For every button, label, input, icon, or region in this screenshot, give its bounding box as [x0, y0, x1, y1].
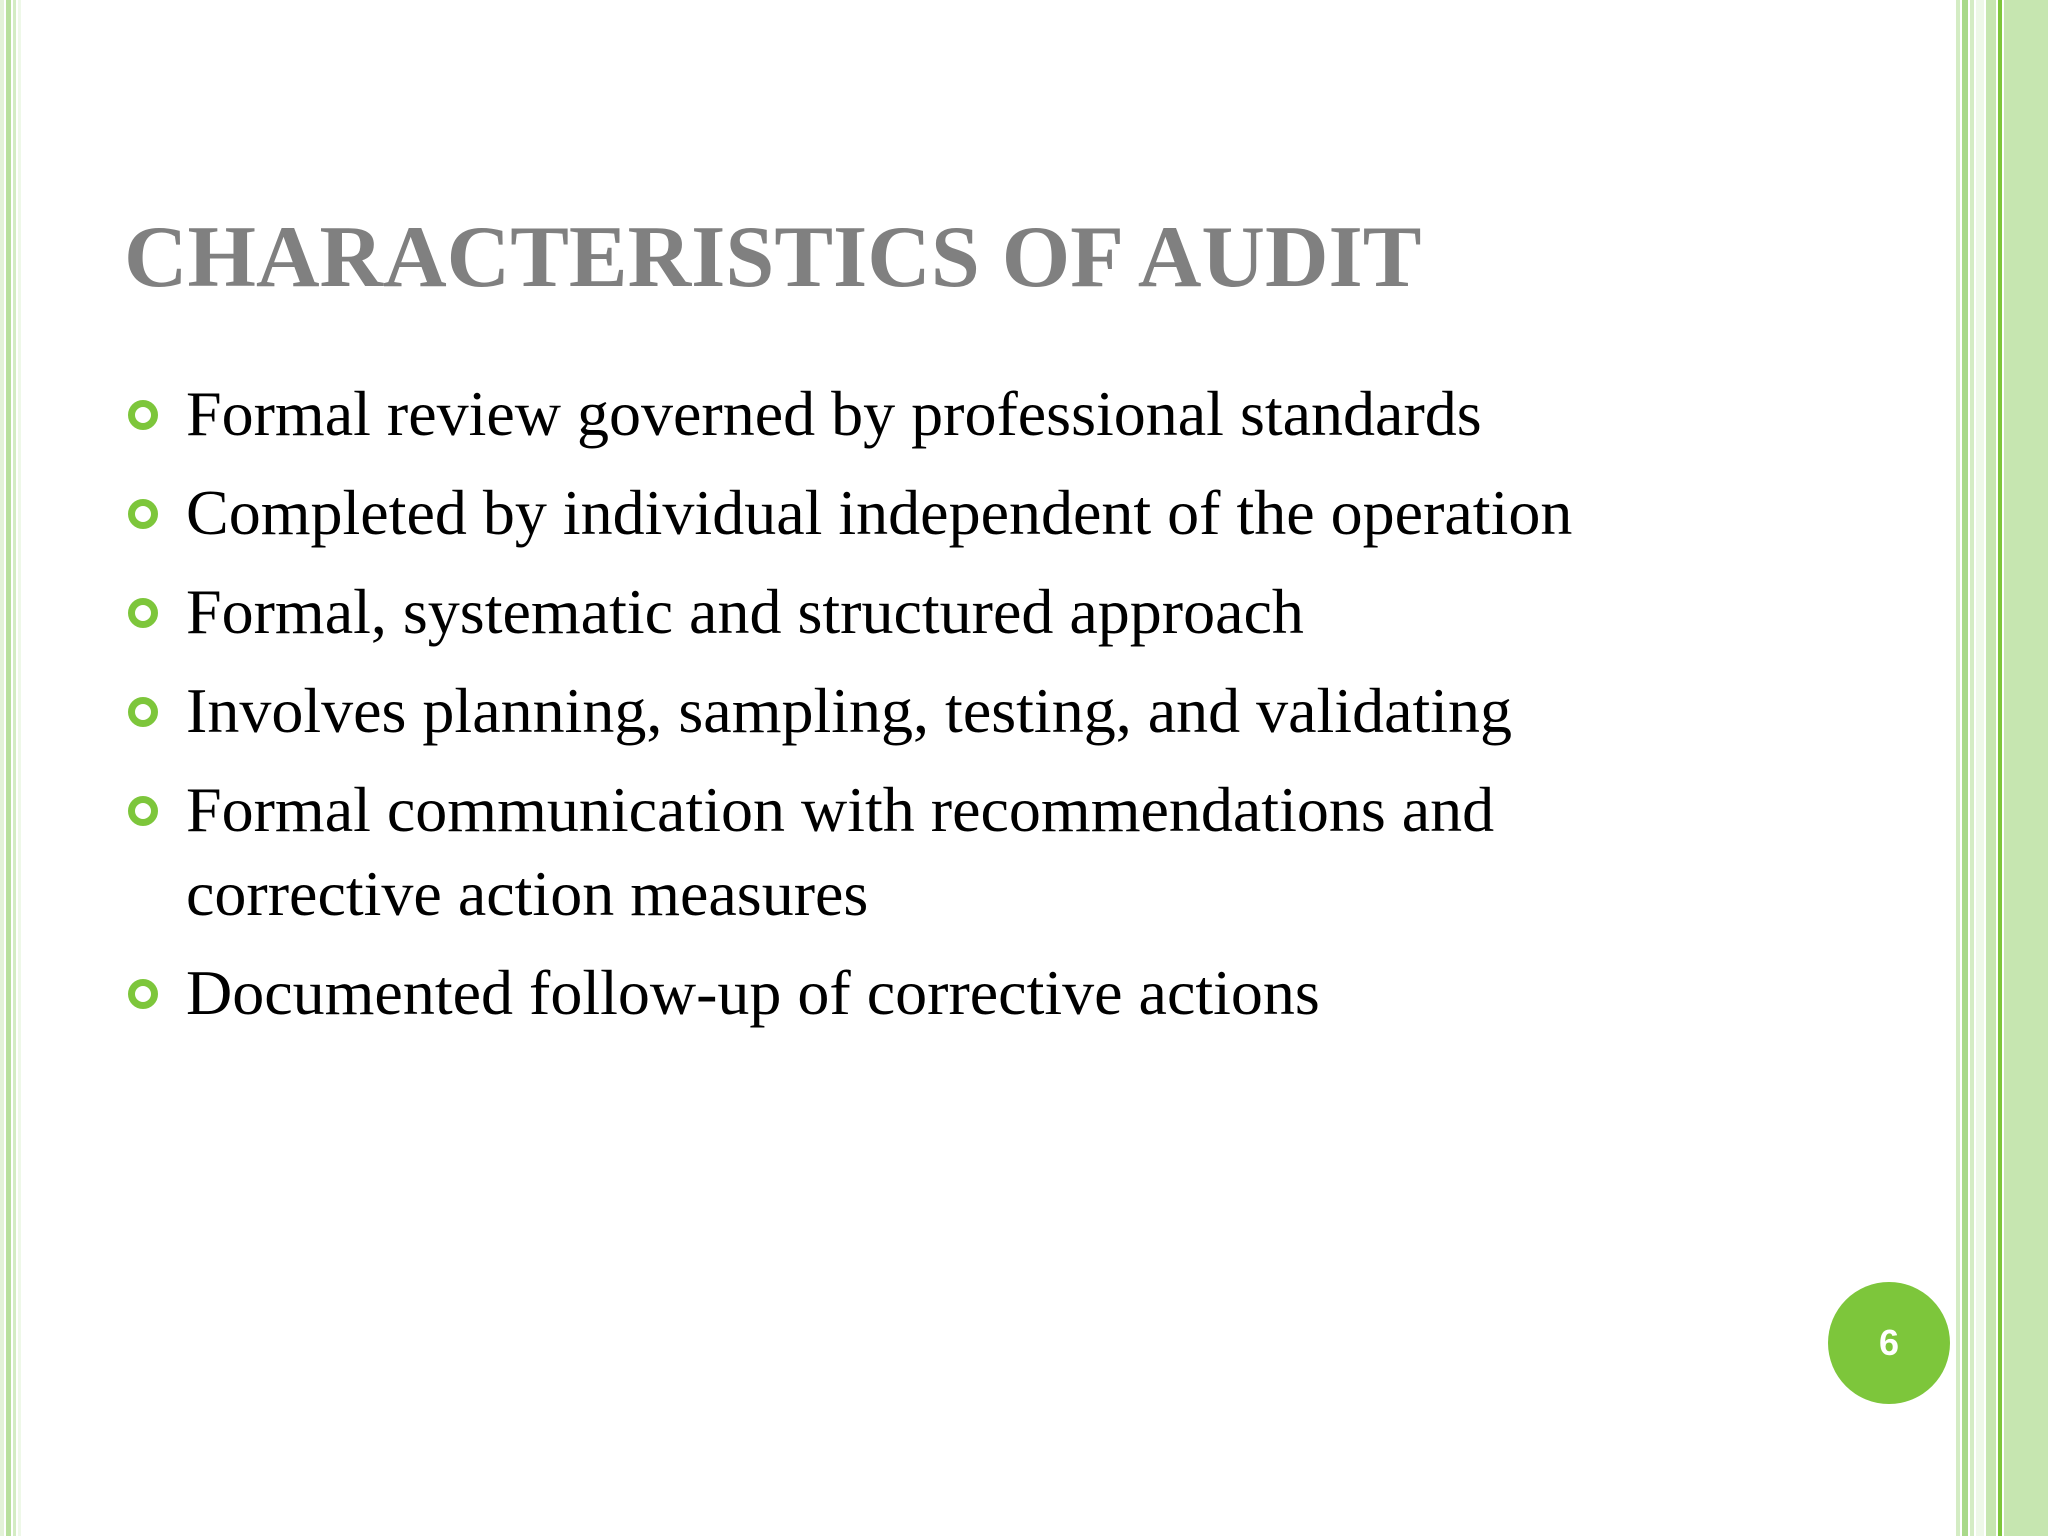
bullet-item	[124, 570, 1724, 654]
bullet-item	[124, 669, 1724, 753]
bullet-text: Involves planning, sampling, testing, and validating	[186, 675, 1513, 746]
bullet-text: Documented follow-up of corrective actions	[186, 957, 1320, 1028]
ring-bullet-icon	[128, 598, 158, 628]
ring-bullet-icon	[128, 796, 158, 826]
left-decorative-border	[0, 0, 26, 1536]
slide-title: CHARACTERISTICS OF AUDIT	[124, 209, 1422, 306]
ring-bullet-icon	[128, 499, 158, 529]
right-decorative-border	[1956, 0, 2048, 1536]
bullet-item	[124, 372, 1724, 456]
bullet-list	[124, 372, 1724, 1050]
ring-bullet-icon	[128, 697, 158, 727]
bullet-item	[124, 768, 1706, 936]
page-number-badge: 6	[1828, 1282, 1950, 1404]
bullet-text: Formal, systematic and structured approach	[186, 576, 1304, 647]
bullet-text: Completed by individual independent of the operation	[186, 477, 1573, 548]
ring-bullet-icon	[128, 979, 158, 1009]
bullet-text: Formal communication with recommendations and corrective action measures	[186, 774, 1495, 929]
bullet-text: Formal review governed by professional standards	[186, 378, 1482, 449]
bullet-item	[124, 471, 1724, 555]
ring-bullet-icon	[128, 400, 158, 430]
bullet-item	[124, 951, 1724, 1035]
